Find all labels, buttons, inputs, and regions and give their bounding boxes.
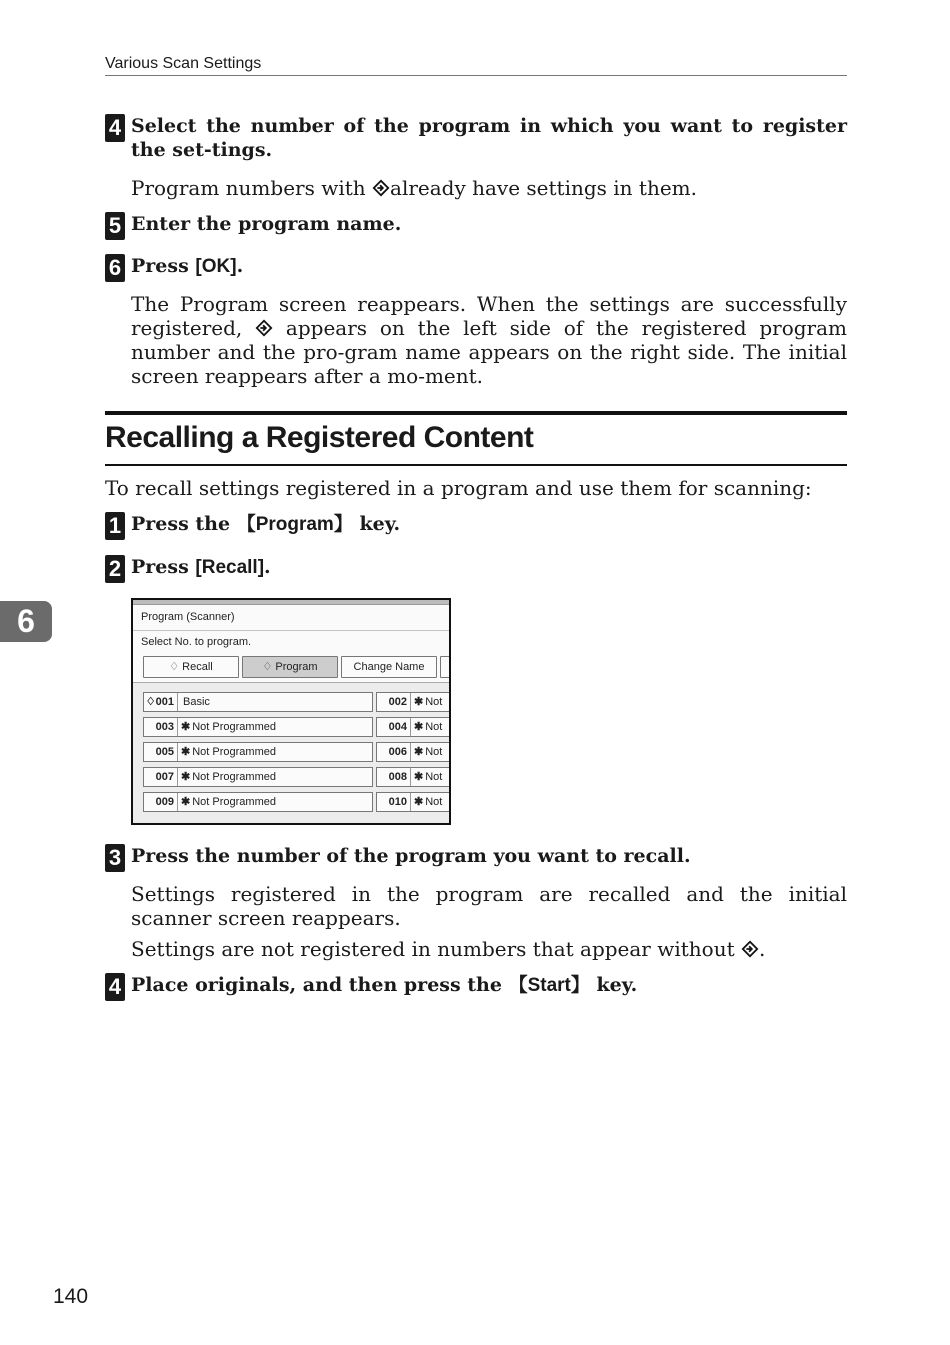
program-number: 004 [377, 718, 411, 736]
running-header: Various Scan Settings [105, 55, 847, 76]
section-rule-top [105, 411, 847, 415]
title-suffix: . [236, 255, 244, 277]
step-title [131, 512, 847, 537]
not-programmed-icon: ✱ [181, 721, 191, 733]
program-010[interactable] [376, 792, 451, 812]
not-programmed-icon: ✱ [414, 746, 424, 758]
screen-title: Program (Scanner) [133, 605, 449, 631]
section-intro: To recall settings registered in a program and use them for scanning: [105, 476, 812, 500]
body-text-after: appears on the left side of the registered program number and the pro-gram name appears on the right side. The initial screen reappears after a mo-ment. [131, 316, 847, 388]
more-tab[interactable] [440, 656, 451, 678]
step-title [131, 254, 847, 279]
screen-tab-row [133, 654, 449, 683]
step-4-register [105, 114, 847, 162]
not-programmed-icon: ✱ [414, 771, 424, 783]
program-005[interactable] [143, 742, 373, 762]
step-number: 2 [105, 555, 125, 583]
step-number: 4 [105, 973, 125, 1001]
not-programmed-icon: ✱ [181, 771, 191, 783]
program-name: Not [425, 721, 443, 733]
step-6-body [131, 292, 847, 388]
step-number: 4 [105, 114, 125, 142]
step-title [131, 973, 847, 998]
not-programmed-icon: ✱ [414, 721, 424, 733]
title-prefix: Press the [131, 513, 237, 535]
program-name: Not Programmed [192, 721, 276, 733]
not-programmed-icon: ✱ [414, 696, 424, 708]
not-programmed-icon: ✱ [181, 796, 191, 808]
program-name: Not Programmed [192, 796, 276, 808]
program-002[interactable] [376, 692, 451, 712]
program-name: Not [425, 771, 443, 783]
step-title: Select the number of the program in which you want to register the set-tings. [131, 115, 847, 161]
program-registered-icon [372, 179, 390, 197]
recall-key: [Recall] [195, 557, 265, 578]
program-number: 003 [144, 718, 178, 736]
program-registered-icon [741, 940, 759, 958]
section-title: Recalling a Registered Content [105, 421, 534, 454]
step-number: 5 [105, 212, 125, 240]
program-001[interactable] [143, 692, 373, 712]
body-text-after: . [758, 937, 766, 961]
body-text-after: already have settings in them. [390, 176, 697, 200]
program-number: 002 [377, 693, 411, 711]
recall-tab[interactable]: ♢ Recall [143, 656, 239, 678]
program-name: Basic [183, 696, 210, 708]
program-key: 【Program】 [236, 514, 353, 535]
program-003[interactable] [143, 717, 373, 737]
step-4-start [105, 973, 847, 998]
step-title [131, 555, 847, 580]
step-3-body-2 [131, 937, 847, 961]
program-number: ♢001 [144, 693, 178, 711]
program-number: 005 [144, 743, 178, 761]
program-name: Not Programmed [192, 771, 276, 783]
program-list [133, 683, 449, 823]
program-number: 009 [144, 793, 178, 811]
step-number: 1 [105, 512, 125, 540]
step-title: Press the number of the program you want to recall. [131, 845, 691, 867]
program-008[interactable] [376, 767, 451, 787]
page-number: 140 [53, 1285, 89, 1308]
step-3-body-1: Settings registered in the program are recalled and the initial scanner screen reappears. [131, 882, 847, 930]
not-programmed-icon: ✱ [181, 746, 191, 758]
program-number: 008 [377, 768, 411, 786]
step-number: 3 [105, 844, 125, 872]
program-name: Not [425, 696, 443, 708]
start-key: 【Start】 [508, 975, 590, 996]
step-5-name [105, 212, 847, 236]
step-1-program-key [105, 512, 847, 537]
body-text-before: Settings are not registered in numbers that appear without [131, 937, 741, 961]
program-006[interactable] [376, 742, 451, 762]
change-name-tab[interactable]: Change Name [341, 656, 437, 678]
program-tab[interactable]: ♢ Program [242, 656, 338, 678]
title-prefix: Place originals, and then press the [131, 974, 509, 996]
step-6-ok [105, 254, 847, 279]
program-009[interactable] [143, 792, 373, 812]
program-registered-icon [255, 319, 273, 337]
chapter-tab: 6 [0, 601, 52, 642]
program-number: 010 [377, 793, 411, 811]
title-prefix: Press [131, 255, 196, 277]
step-number: 6 [105, 254, 125, 282]
body-text-before: Program numbers with [131, 176, 373, 200]
step-3-recall-number [105, 844, 847, 868]
screen-subtitle: Select No. to program. [133, 631, 449, 654]
program-scanner-screen [131, 598, 451, 825]
title-suffix: key. [352, 513, 401, 535]
step-4-body [131, 176, 847, 200]
program-name: Not [425, 746, 443, 758]
title-prefix: Press [131, 556, 196, 578]
program-007[interactable] [143, 767, 373, 787]
section-rule-bottom [105, 464, 847, 466]
program-004[interactable] [376, 717, 451, 737]
step-title: Enter the program name. [131, 213, 402, 235]
program-number: 007 [144, 768, 178, 786]
program-name: Not [425, 796, 443, 808]
title-suffix: key. [589, 974, 638, 996]
not-programmed-icon: ✱ [414, 796, 424, 808]
ok-key: [OK] [195, 256, 237, 277]
step-2-recall [105, 555, 847, 580]
program-name: Not Programmed [192, 746, 276, 758]
body-text-before: The Program screen reappears. When the settings are successfully registered, [131, 292, 847, 340]
title-suffix: . [264, 556, 271, 578]
program-number: 006 [377, 743, 411, 761]
